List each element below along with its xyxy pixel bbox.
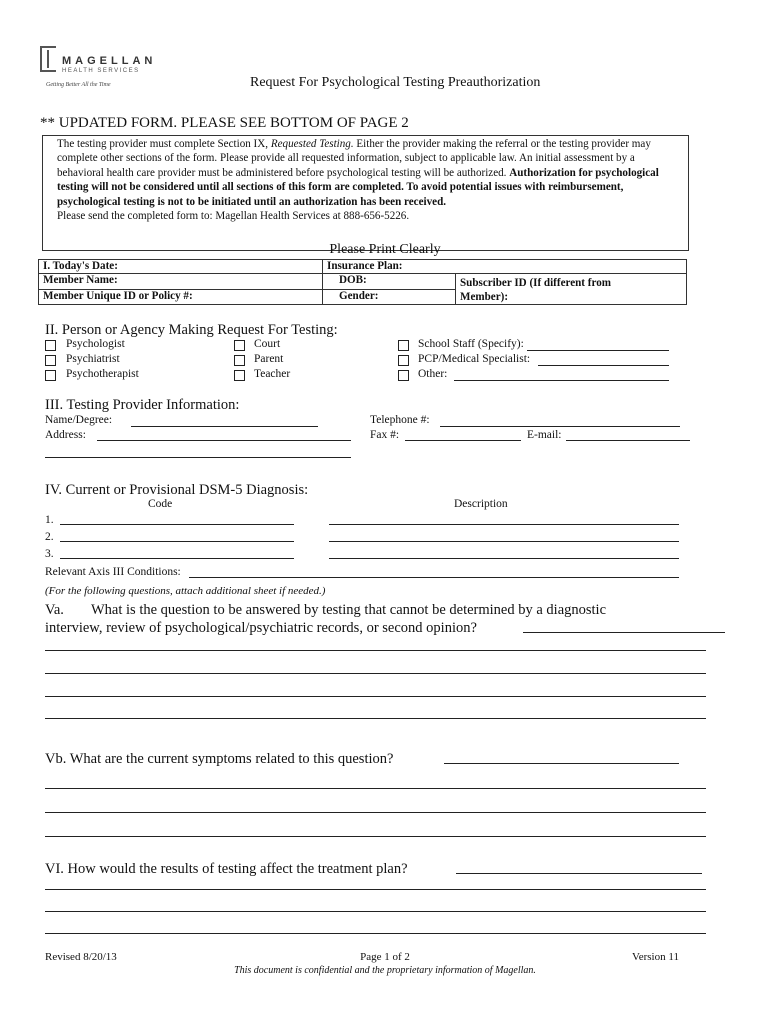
- subscriber-id-label-1: Subscriber ID (If different from: [460, 277, 611, 289]
- section-6-input-line-3[interactable]: [45, 933, 706, 934]
- instruction-text-1b: Either the provider making the referral or the testing provider may complete other sections of the form. Please provide all requested information, subject to applicable law. An initial assessment by a behavioral health care provider must be administered before psychological testing will be authorized.: [57, 138, 651, 179]
- confidential-notice: This document is confidential and the proprietary information of Magellan.: [234, 965, 536, 976]
- section-5a-question-line-1: What is the question to be answered by testing that cannot be determined by a diagnostic: [91, 602, 607, 618]
- instruction-bold: Authorization for psychological testing will not be considered until all sections of this form are completed. To avoid potential issues with reimbursement, psychological testing is not to be initiated until an authorization has been received.: [57, 166, 659, 208]
- fax-input[interactable]: [405, 440, 521, 441]
- gender-field[interactable]: Gender:: [323, 289, 456, 305]
- telephone-input[interactable]: [440, 426, 680, 427]
- instructions-box: [42, 135, 689, 251]
- revised-date: Revised 8/20/13: [45, 951, 117, 963]
- section-6-input-line-1[interactable]: [45, 889, 706, 890]
- logo-mark-inner: [47, 50, 59, 68]
- email-input[interactable]: [566, 440, 690, 441]
- member-name-field[interactable]: Member Name:: [39, 274, 323, 290]
- axis-3-input[interactable]: [189, 577, 679, 578]
- section-5a-input-inline[interactable]: [523, 632, 725, 633]
- psychiatrist-label: Psychiatrist: [66, 353, 120, 365]
- attach-sheet-note: (For the following questions, attach additional sheet if needed.): [45, 585, 326, 597]
- psychotherapist-label: Psychotherapist: [66, 368, 139, 380]
- other-label: Other:: [418, 368, 448, 380]
- logo-subtitle: HEALTH SERVICES: [62, 68, 140, 74]
- court-checkbox[interactable]: [234, 340, 245, 351]
- diagnosis-3-description-input[interactable]: [329, 558, 679, 559]
- teacher-checkbox[interactable]: [234, 370, 245, 381]
- psychologist-label: Psychologist: [66, 338, 125, 350]
- section-5a-input-line-3[interactable]: [45, 696, 706, 697]
- description-column-header: Description: [454, 498, 508, 510]
- address-input-2[interactable]: [45, 457, 351, 458]
- address-input[interactable]: [97, 440, 351, 441]
- instruction-italic: Requested Testing.: [270, 138, 354, 150]
- name-degree-input[interactable]: [131, 426, 318, 427]
- parent-label: Parent: [254, 353, 284, 365]
- logo-tagline: Getting Better All the Time: [46, 82, 111, 88]
- diagnosis-row-3-label: 3.: [45, 548, 54, 560]
- subscriber-id-field[interactable]: [456, 274, 687, 305]
- version-number: Version 11: [632, 951, 679, 963]
- section-6-question: VI. How would the results of testing affect the treatment plan?: [45, 861, 408, 877]
- section-5a-label: Va.: [45, 602, 64, 618]
- todays-date-field[interactable]: I. Today's Date:: [39, 260, 323, 274]
- parent-checkbox[interactable]: [234, 355, 245, 366]
- diagnosis-row-2-label: 2.: [45, 531, 54, 543]
- section-5b-input-line-2[interactable]: [45, 812, 706, 813]
- member-unique-id-field[interactable]: Member Unique ID or Policy #:: [39, 289, 323, 305]
- diagnosis-2-description-input[interactable]: [329, 541, 679, 542]
- diagnosis-3-code-input[interactable]: [60, 558, 294, 559]
- diagnosis-2-code-input[interactable]: [60, 541, 294, 542]
- pcp-input[interactable]: [538, 365, 669, 366]
- code-column-header: Code: [148, 498, 173, 510]
- pcp-checkbox[interactable]: [398, 355, 409, 366]
- diagnosis-row-1-label: 1.: [45, 514, 54, 526]
- section-5b-input-inline[interactable]: [444, 763, 679, 764]
- section-2-heading: II. Person or Agency Making Request For Testing:: [45, 322, 338, 338]
- member-info-table: [38, 259, 687, 305]
- address-label: Address:: [45, 429, 86, 441]
- axis-3-label: Relevant Axis III Conditions:: [45, 566, 181, 578]
- psychotherapist-checkbox[interactable]: [45, 370, 56, 381]
- court-label: Court: [254, 338, 281, 350]
- telephone-label: Telephone #:: [370, 414, 430, 426]
- psychiatrist-checkbox[interactable]: [45, 355, 56, 366]
- section-5b-input-line-1[interactable]: [45, 788, 706, 789]
- section-6-input-inline[interactable]: [456, 873, 702, 874]
- section-5a-input-line-4[interactable]: [45, 718, 706, 719]
- section-5a-question-line-2: interview, review of psychological/psychiatric records, or second opinion?: [45, 620, 477, 636]
- section-5a-input-line-2[interactable]: [45, 673, 706, 674]
- fax-label: Fax #:: [370, 429, 400, 441]
- section-6-input-line-2[interactable]: [45, 911, 706, 912]
- other-checkbox[interactable]: [398, 370, 409, 381]
- diagnosis-1-description-input[interactable]: [329, 524, 679, 525]
- name-degree-label: Name/Degree:: [45, 414, 113, 426]
- other-input[interactable]: [454, 380, 669, 381]
- page-number: Page 1 of 2: [360, 951, 410, 963]
- email-label: E-mail:: [527, 429, 562, 441]
- dob-field[interactable]: DOB:: [323, 274, 456, 290]
- section-4-heading: IV. Current or Provisional DSM-5 Diagnosis:: [45, 482, 309, 498]
- section-5a-input-line-1[interactable]: [45, 650, 706, 651]
- school-staff-input[interactable]: [527, 350, 669, 351]
- school-staff-checkbox[interactable]: [398, 340, 409, 351]
- subscriber-id-label-2: Member):: [460, 291, 509, 303]
- pcp-label: PCP/Medical Specialist:: [418, 353, 531, 365]
- teacher-label: Teacher: [254, 368, 291, 380]
- updated-notice: ** UPDATED FORM. PLEASE SEE BOTTOM OF PAGE 2: [40, 115, 409, 131]
- psychologist-checkbox[interactable]: [45, 340, 56, 351]
- insurance-plan-field[interactable]: Insurance Plan:: [323, 260, 687, 274]
- logo-wordmark: MAGELLAN: [62, 55, 157, 67]
- section-5b-question: Vb. What are the current symptoms related to this question?: [45, 751, 394, 767]
- section-3-heading: III. Testing Provider Information:: [45, 397, 240, 413]
- instruction-text-1: The testing provider must complete Section IX,: [57, 138, 271, 150]
- school-staff-label: School Staff (Specify):: [418, 338, 524, 350]
- form-title: Request For Psychological Testing Preauthorization: [250, 75, 541, 90]
- instruction-fax: Please send the completed form to: Magellan Health Services at 888-656-5226.: [57, 210, 410, 223]
- diagnosis-1-code-input[interactable]: [60, 524, 294, 525]
- section-5b-input-line-3[interactable]: [45, 836, 706, 837]
- print-clearly-heading: Please Print Clearly: [329, 242, 441, 257]
